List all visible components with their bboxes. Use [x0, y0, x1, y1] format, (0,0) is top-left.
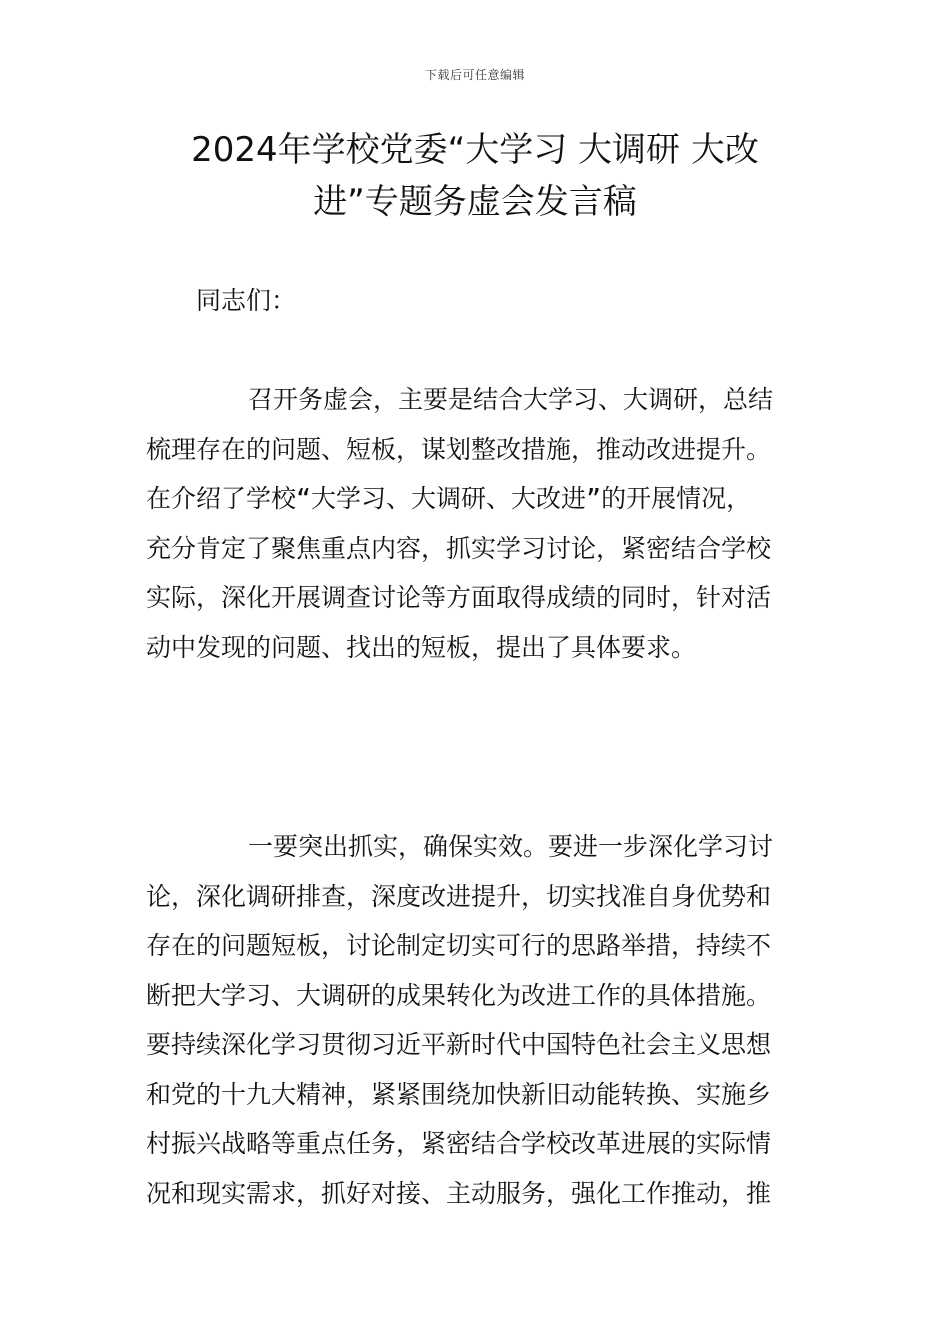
paragraph-2 [146, 822, 808, 1218]
paragraph-2-line: 况和现实需求，抓好对接、主动服务，强化工作推动，推 [146, 1178, 772, 1208]
paragraph-1-line: 动中发现的问题、找出的短板，提出了具体要求。 [146, 632, 697, 662]
paragraph-2-line: 村振兴战略等重点任务，紧密结合学校改革进展的实际情 [146, 1129, 772, 1158]
paragraph-1-line: 充分肯定了聚焦重点内容，抓实学习讨论，紧密结合学校 [146, 533, 772, 563]
paragraph-1-line: 实际，深化开展调查讨论等方面取得成绩的同时，针对活 [146, 583, 772, 612]
title-line-2: 进”专题务虚会发言稿 [313, 182, 637, 222]
paragraph-1 [146, 375, 808, 672]
document-title [150, 124, 800, 228]
paragraph-2-line: 存在的问题短板，讨论制定切实可行的思路举措，持续不 [146, 931, 772, 960]
paragraph-2-line: 要持续深化学习贯彻习近平新时代中国特色社会主义思想 [146, 1030, 772, 1059]
paragraph-2-line: 论，深化调研排查，深度改进提升，切实找准自身优势和 [146, 881, 772, 911]
title-line-1: 2024年学校党委“大学习 大调研 大改 [191, 130, 759, 170]
paragraph-2-line: 和党的十九大精神，紧紧围绕加快新旧动能转换、实施乡 [146, 1079, 772, 1109]
salutation: 同志们： [196, 286, 297, 315]
paragraph-1-line: 召开务虚会，主要是结合大学习、大调研，总结 [248, 385, 774, 414]
paragraph-2-line: 一要突出抓实，确保实效。要进一步深化学习讨 [248, 832, 774, 861]
paragraph-1-line: 在介绍了学校“大学习、大调研、大改进”的开展情况， [146, 484, 752, 513]
paragraph-2-line: 断把大学习、大调研的成果转化为改进工作的具体措施。 [146, 980, 772, 1010]
header-note: 下载后可任意编辑 [424, 68, 525, 82]
paragraph-1-line: 梳理存在的问题、短板，谋划整改措施，推动改进提升。 [146, 434, 772, 464]
